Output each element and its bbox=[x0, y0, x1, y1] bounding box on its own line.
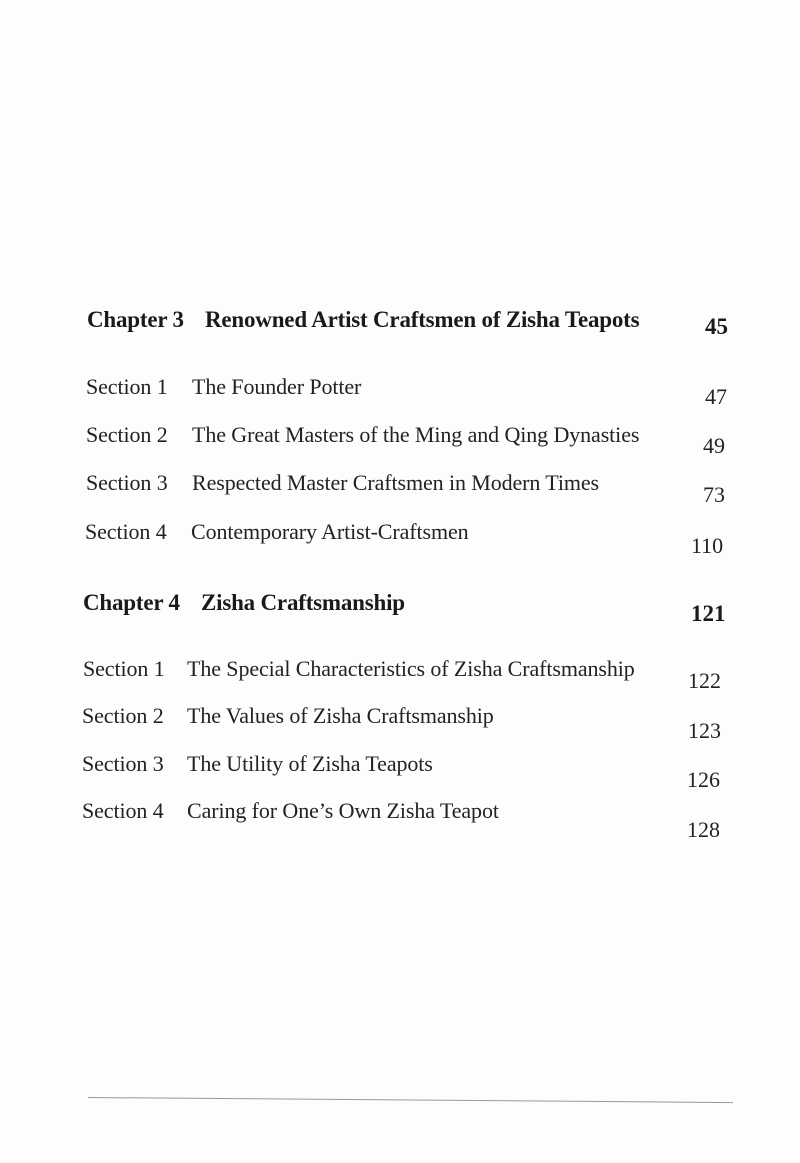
chapter-title: Zisha Craftsmanship bbox=[201, 590, 405, 615]
section-label: Section 3 bbox=[86, 470, 168, 495]
chapter-label: Chapter 4 bbox=[83, 590, 180, 615]
chapter-heading bbox=[83, 590, 683, 620]
chapter-heading bbox=[87, 307, 687, 337]
section-title: The Special Characteristics of Zisha Craftsmanship bbox=[187, 656, 635, 681]
section-title: The Great Masters of the Ming and Qing Dynasties bbox=[192, 422, 640, 447]
toc-section-row bbox=[86, 374, 686, 404]
toc-section-row bbox=[82, 798, 682, 828]
toc-section-row bbox=[82, 751, 682, 781]
section-page-number: 49 bbox=[703, 433, 725, 458]
section-label: Section 4 bbox=[85, 519, 167, 544]
section-page-number: 110 bbox=[691, 533, 724, 558]
section-title: The Utility of Zisha Teapots bbox=[187, 751, 433, 776]
section-page-number: 123 bbox=[688, 718, 721, 743]
chapter-label: Chapter 3 bbox=[87, 307, 184, 332]
section-label: Section 1 bbox=[83, 656, 165, 681]
section-label: Section 1 bbox=[86, 374, 168, 399]
section-label: Section 4 bbox=[82, 798, 164, 823]
section-page-number: 128 bbox=[687, 817, 720, 842]
section-title: Contemporary Artist-Craftsmen bbox=[191, 519, 469, 544]
section-title: The Founder Potter bbox=[192, 374, 362, 399]
section-title: Caring for One’s Own Zisha Teapot bbox=[187, 798, 499, 823]
chapter-page-number: 45 bbox=[705, 314, 728, 339]
footer-rule bbox=[88, 1097, 733, 1103]
section-label: Section 3 bbox=[82, 751, 164, 776]
chapter-page-number: 121 bbox=[691, 601, 726, 626]
section-title: Respected Master Craftsmen in Modern Times bbox=[192, 470, 600, 495]
toc-section-row bbox=[86, 422, 706, 452]
chapter-title: Renowned Artist Craftsmen of Zisha Teapots bbox=[205, 307, 640, 332]
toc-section-row bbox=[86, 470, 686, 500]
section-page-number: 47 bbox=[705, 384, 727, 409]
section-label: Section 2 bbox=[82, 703, 164, 728]
toc-section-row bbox=[85, 519, 685, 549]
section-page-number: 73 bbox=[703, 482, 725, 507]
section-title: The Values of Zisha Craftsmanship bbox=[187, 703, 494, 728]
section-page-number: 122 bbox=[688, 668, 721, 693]
section-page-number: 126 bbox=[687, 767, 720, 792]
toc-section-row bbox=[82, 703, 682, 733]
toc-section-row bbox=[83, 656, 693, 686]
section-label: Section 2 bbox=[86, 422, 168, 447]
